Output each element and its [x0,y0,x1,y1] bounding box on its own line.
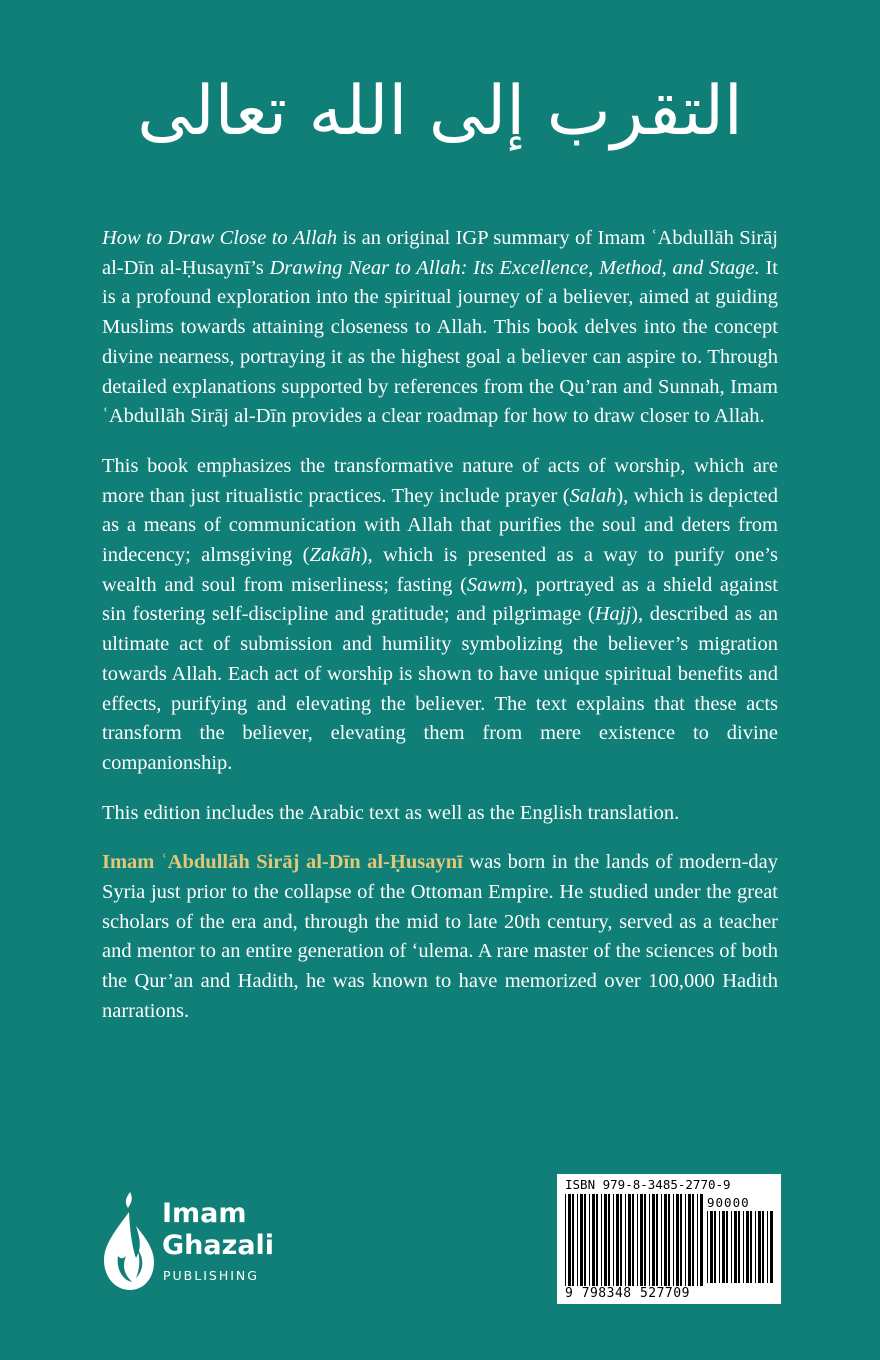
barcode-bar [750,1211,752,1283]
barcode-bar [580,1194,583,1286]
barcode-bar [625,1194,626,1286]
barcode-bar [770,1211,773,1283]
back-cover-description [102,224,778,1047]
barcode-bar [746,1211,749,1283]
barcode-bar [584,1194,586,1286]
barcode-bar [589,1194,590,1286]
barcode-bar [601,1194,602,1286]
term-sawm: Sawm [466,573,516,596]
addon-barcode-bars [707,1211,773,1283]
summary-text-b: It is a profound exploration into the spiritual journey of a believer, aimed at guiding Muslims towards attaining closeness to Allah. This book delves into the concept divine nearness, portraying it as the highest goal a believer can aspire to. Through detailed explanations supported by references from the Qu’ran and Sunnah, Imam ʿAbdullāh Sirāj al-Dīn provides a clear roadmap for how to draw closer to Allah. [102,256,778,428]
barcode-bar [726,1211,728,1283]
arabic-title: التقرب إلى الله تعالى [137,72,743,151]
author-name: Imam ʿAbdullāh Sirāj al-Dīn al-Ḥusaynī [102,851,463,874]
barcode-bar [707,1211,708,1283]
barcode-bar [640,1194,643,1286]
barcode-bar [762,1211,764,1283]
barcode-bar [680,1194,682,1286]
barcode-bar [722,1211,725,1283]
barcode-bar [692,1194,694,1286]
barcode-bar [613,1194,614,1286]
barcode-bar [620,1194,622,1286]
worship-text-3: ), which is presented as a way to purify one’s wealth and soul from miserliness; fasting ( [102,544,778,596]
author-bio-text: was born in the lands of modern-day Syria just prior to the collapse of the Ottoman Empire. He studied under the great scholars of the era and, through the mid to late 20th century, served as a teacher and mentor to an entire generation of ‘ulema. A rare master of the sciences of both the Qur’an and Hadith, he was known to have memorized over 100,000 Hadith narrations. [102,851,778,1022]
barcode-bar [565,1194,566,1286]
summary-text-a: is an original IGP summary of Imam ʿAbdullāh Sirāj al-Dīn al-Ḥusaynī’s [102,227,778,279]
barcode-bar [676,1194,679,1286]
barcode-bar [738,1211,740,1283]
barcode-bar [743,1211,744,1283]
barcode-bar [632,1194,634,1286]
publisher-logo [100,1186,300,1296]
barcode-bar [685,1194,686,1286]
barcode-bar [731,1211,732,1283]
barcode-number: 9 798348 527709 [565,1286,690,1301]
term-salah: Salah [569,484,617,507]
barcode-bar [734,1211,737,1283]
barcode-bar [644,1194,646,1286]
term-hajj: Hajj [594,603,632,626]
barcode-bar [673,1194,674,1286]
barcode-bar [649,1194,650,1286]
edition-note: This edition includes the Arabic text as well as the English translation. [102,801,680,824]
source-title-italic: Drawing Near to Allah: Its Excellence, Method, and Stage. [269,256,760,279]
barcode-bar [592,1194,595,1286]
barcode-bar [656,1194,658,1286]
barcode-bar [697,1194,698,1286]
barcode-bar [637,1194,638,1286]
barcode-bar [572,1194,574,1286]
barcode-bar [608,1194,610,1286]
book-title-italic: How to Draw Close to Allah [102,227,338,249]
barcode-bar [755,1211,756,1283]
barcode-bar [700,1194,703,1286]
publisher-name-line3: PUBLISHING [163,1268,259,1283]
ean-barcode-bars [565,1194,703,1286]
barcode-bar [668,1194,670,1286]
price-code: 90000 [707,1195,750,1210]
barcode-bar [767,1211,768,1283]
worship-text-4: ), portrayed as a shield against sin fostering self-discipline and gratitude; and pilgrimage ( [102,573,778,626]
barcode-bar [568,1194,571,1286]
barcode-bar [688,1194,691,1286]
flame-drop-icon [100,1186,158,1296]
publisher-name-line2: Ghazali [162,1230,275,1261]
barcode-bar [714,1211,716,1283]
publisher-name-line1: Imam [162,1198,247,1229]
worship-text-5: ), described as an ultimate act of submission and humility symbolizing the believer’s migration towards Allah. Each act of worship is shown to have unique spiritual benefits and effects, purifying and elevating the believer. The text explains that these acts transform the believer, elevating them from mere existence to divine companionship. [102,603,778,774]
isbn-label: ISBN 979-8-3485-2770-9 [565,1177,731,1192]
isbn-barcode [557,1174,781,1304]
barcode-bar [719,1211,720,1283]
worship-text-2: ), which is depicted as a means of communication with Allah that purifies the soul and deters from indecency; almsgiving ( [102,484,778,567]
barcode-bar [652,1194,655,1286]
barcode-bar [628,1194,631,1286]
barcode-bar [710,1211,713,1283]
barcode-bar [577,1194,578,1286]
barcode-bar [596,1194,598,1286]
barcode-bar [616,1194,619,1286]
barcode-bar [758,1211,761,1283]
worship-text-1: This book emphasizes the transformative nature of acts of worship, which are more than just ritualistic practices. They include prayer ( [102,454,778,507]
barcode-bar [664,1194,667,1286]
term-zakah: Zakāh [309,544,361,567]
summary-paragraph [102,224,778,432]
barcode-bar [661,1194,662,1286]
worship-paragraph [102,452,778,779]
author-bio [102,848,778,1026]
barcode-bar [604,1194,607,1286]
